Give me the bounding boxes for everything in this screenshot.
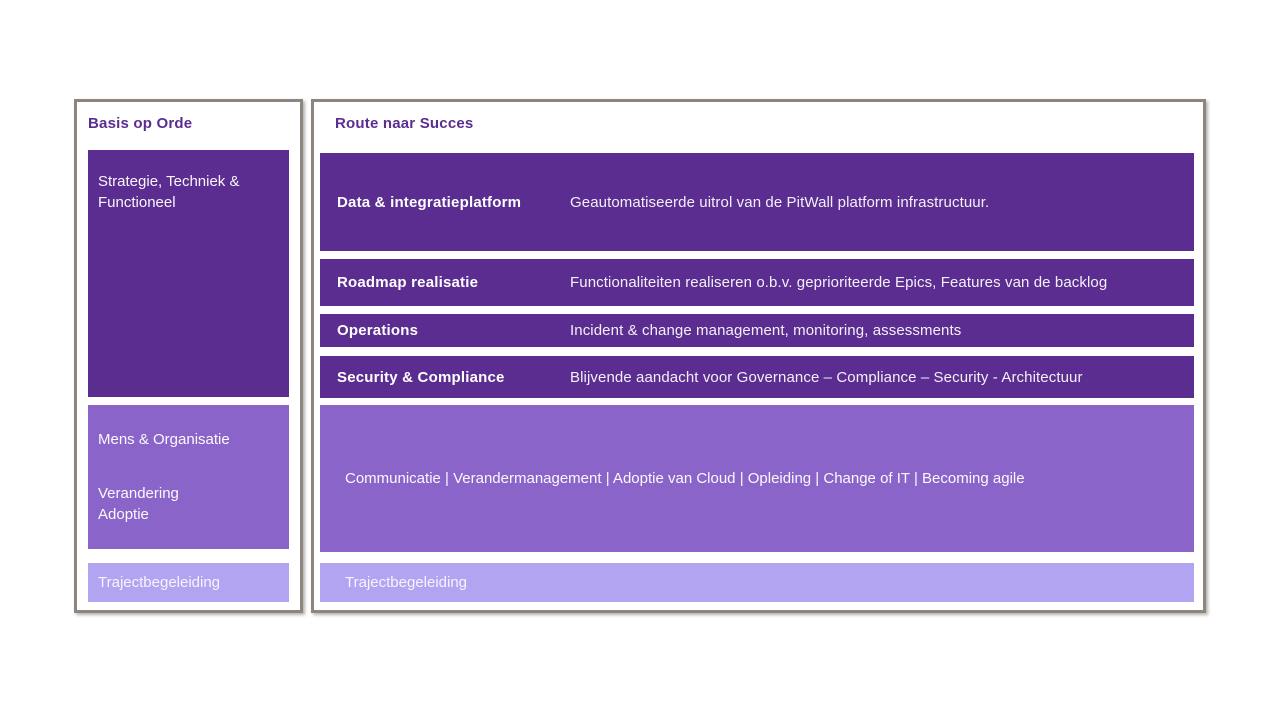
row-operations [320, 314, 1194, 347]
strategy-box-text: Strategie, Techniek & Functioneel [98, 173, 240, 211]
people-box-line3: Adoptie [98, 506, 149, 523]
row-description: Functionaliteiten realiseren o.b.v. geprioriteerde Epics, Features van de backlog [570, 274, 1108, 291]
right-footer-text: Trajectbegeleiding [345, 574, 468, 591]
row-roadmap-realisatie [320, 259, 1194, 306]
row-description: Geautomatiseerde uitrol van de PitWall platform infrastructuur. [570, 193, 990, 211]
row-security-compliance [320, 356, 1194, 398]
panel-basis-op-orde [74, 99, 303, 613]
people-box-line2: Verandering [98, 485, 179, 502]
row-label: Operations [337, 322, 419, 339]
panel-route-naar-succes [311, 99, 1206, 613]
row-label: Data & integratieplatform [337, 193, 522, 211]
banner-text: Communicatie | Verandermanagement | Adoptie van Cloud | Opleiding | Change of IT | Becoming agile [345, 470, 1025, 487]
people-box-line1: Mens & Organisatie [98, 431, 230, 448]
row-data-integratieplatform [320, 153, 1194, 251]
box-strategie-techniek-functioneel [88, 150, 289, 397]
left-trajectbegeleiding-strip [88, 563, 289, 602]
row-label: Security & Compliance [337, 368, 505, 386]
row-description: Incident & change management, monitoring, assessments [570, 322, 962, 339]
left-footer-text: Trajectbegeleiding [98, 574, 221, 591]
left-panel-title: Basis op Orde [88, 115, 193, 132]
right-trajectbegeleiding-strip [320, 563, 1194, 602]
box-mens-organisatie [88, 405, 289, 549]
right-panel-title: Route naar Succes [335, 115, 474, 132]
row-description: Blijvende aandacht voor Governance – Compliance – Security - Architectuur [570, 368, 1083, 386]
banner-verandermanagement [320, 405, 1194, 552]
row-label: Roadmap realisatie [337, 274, 479, 291]
